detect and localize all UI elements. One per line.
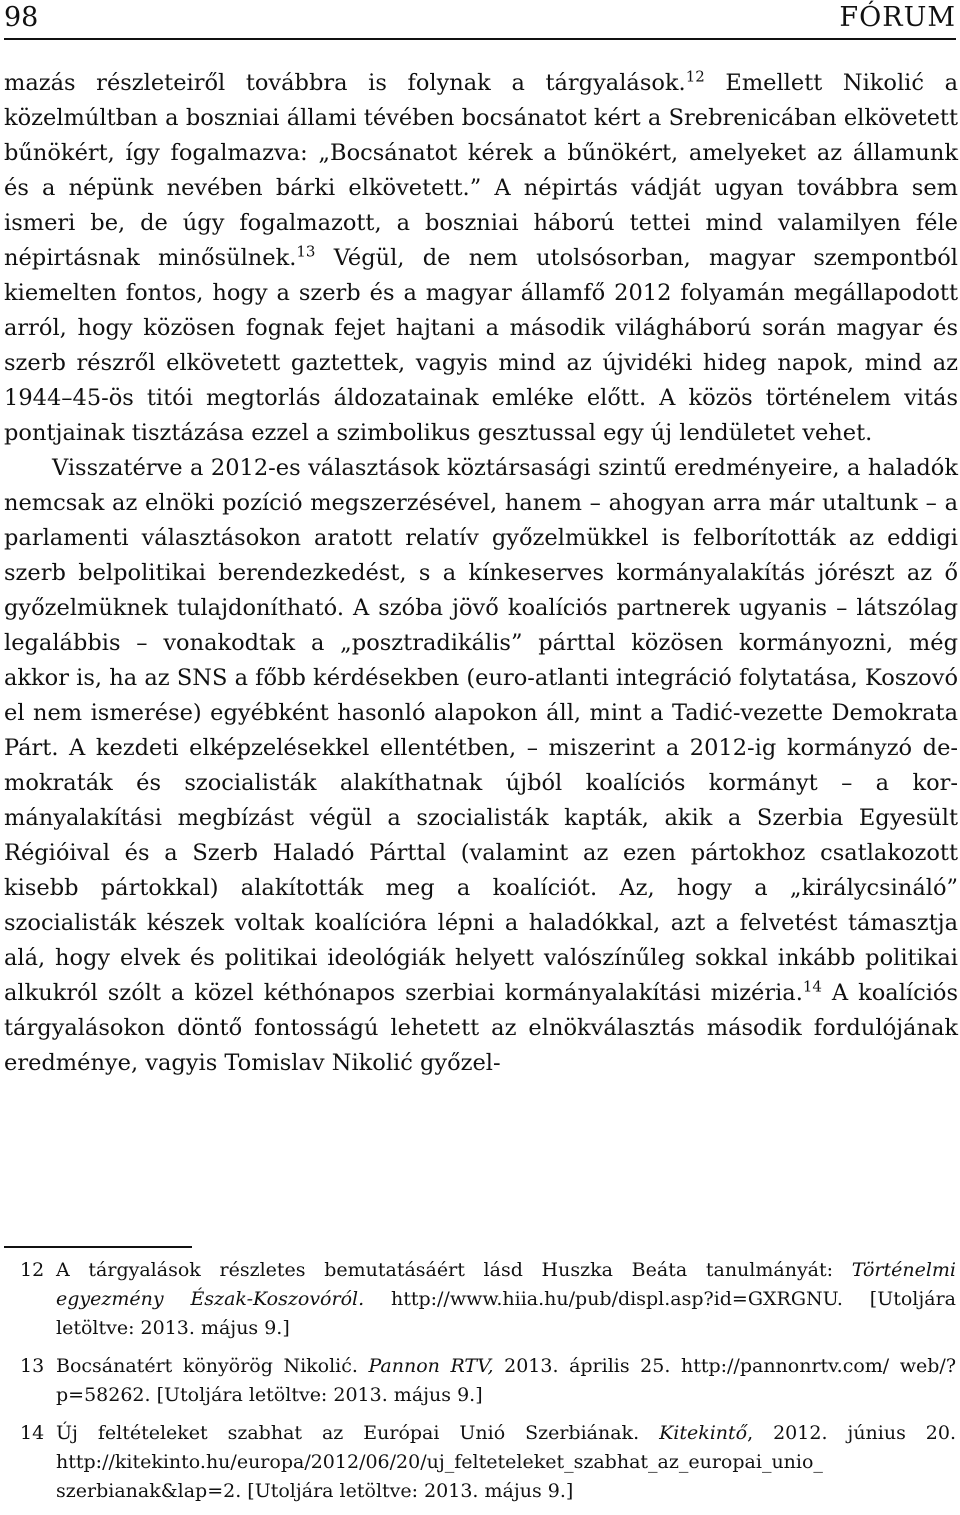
paragraph-2-text-b: A koalíciós tárgyalásokon döntő fontosságú lehetett az elnökválasztás második fordulójának eredménye, vagyis Tomislav Nikolić győzel- (4, 980, 958, 1076)
footnote-number: 12 (20, 1259, 45, 1281)
footnote-text-a: Új feltételeket szabhat az Európai Unió Szerbiának. (56, 1422, 660, 1444)
footnote-text-a: A tárgyalások részletes bemutatásáért lásd Huszka Beáta tanulmányát: (56, 1259, 852, 1281)
footnotes (4, 1256, 956, 1515)
paragraph-1-text-c: Végül, de nem utolsósorban, magyar szempontból kiemelten fontos, hogy a szerb és a magyar államfő 2012 folyamán megállapodott arról, hogy közösen fognak fejet hajtani a második világháború során magyar és szerb részről elkövetett gaztettek, vagyis mind az újvidéki hideg napok, mind az 1944–45-ös titói megtorlás áldozatainak emléke előtt. A közös történelem vitás pontjainak tisztázása ezzel a szimbolikus gesztussal egy új lendületet vehet. (4, 245, 958, 446)
paragraph-2 (4, 451, 958, 1081)
paragraph-1-text-b: Emellett Nikolić a közelmúltban a boszniai állami tévében bocsánatot kért a Srebrenicában elkövetett bűnökért, így fogalmazva: „Bocsánatot kérek a bűnökért, amelyeket az államunk és a népünk nevében bárki elkövetett.” A népirtás vádját ugyan továbbra sem ismeri be, de úgy fogalmazott, a boszniai háború tettei mind valamilyen féle népirtásnak minősülnek. (4, 70, 958, 271)
footnote-text-a: Bocsánatért könyörög Nikolić. (56, 1355, 369, 1377)
paragraph-1-text-a: mazás részleteiről továbbra is folynak a tárgyalások. (4, 70, 686, 96)
footnote-ref-13[interactable]: 13 (296, 242, 316, 261)
footnote-13 (4, 1352, 956, 1410)
footnote-14 (4, 1419, 956, 1506)
journal-title: FÓRUM (839, 2, 956, 33)
footnote-title: Történelmi egyezmény Észak-Koszovóról. (56, 1259, 956, 1310)
footnote-text-b: http://www.hiia.hu/pub/displ.asp?id=GXRGNU. [Utoljára letöltve: 2013. május 9.] (56, 1288, 956, 1339)
header-rule (4, 38, 956, 40)
footnote-text (56, 1256, 956, 1343)
footnote-separator (4, 1246, 192, 1248)
footnote-number: 14 (20, 1422, 45, 1444)
footnote-text-b: 2013. április 25. http://pannonrtv.com/ web/?p=58262. [Utoljára letöltve: 2013. május 9.] (56, 1355, 957, 1406)
page-number: 98 (4, 2, 39, 33)
footnote-ref-12[interactable]: 12 (685, 67, 705, 86)
body-text (4, 66, 958, 1081)
paragraph-2-text-a: Visszatérve a 2012-es választások köztársasági szintű eredményeire, a haladók nemcsak az elnöki pozíció megszerzésével, hanem – ahogyan arra már utaltunk – a parlamenti választásokon aratott relatív győzelmükkel is felborították az eddigi szerb belpolitikai berendezkedést, s a kínkeserves kormányalakítás jórészt az ő győzelmüknek tulajdonítható. A szóba jövő koalíciós partnerek ugyanis – látszólag legalábbis – vonakodtak a „posztradikális” párttal közösen kormányozni, még akkor is, ha az SNS a főbb kérdésekben (euro-atlanti integráció folytatása, Koszovó el nem ismerése) egyébként hasonló alapokon áll, mint a Tadić-vezette Demokrata Párt. A kezdeti elképzelésekkel ellentétben, – miszerint a 2012-ig kormányzó demokraták és szocialisták alakíthatnak újból koalíciós kormányt – a kormányalakítási megbízást végül a szocialisták kapták, akik a Szerbia Egyesült Régióival és a Szerb Haladó Párttal (valamint az ezen pártokhoz csatlakozott kisebb pártokkal) alakították meg a koalíciót. Az, hogy a „királycsináló” szocialisták készek voltak koalícióra lépni a haladókkal, azt a felvetést támasztja alá, hogy elvek és politikai ideológiák helyett valószínűleg sokkal inkább politikai alkukról szólt a közel kéthónapos szerbiai kormányalakítási mizéria. (4, 455, 958, 1006)
footnote-text (56, 1352, 956, 1410)
footnote-title: Kitekintő (659, 1422, 748, 1444)
running-header (4, 0, 956, 36)
footnote-ref-14[interactable]: 14 (802, 977, 822, 996)
footnote-12 (4, 1256, 956, 1343)
paragraph-1 (4, 66, 958, 451)
footnote-text (56, 1419, 956, 1506)
footnote-title: Pannon RTV, (368, 1355, 494, 1377)
footnote-text-b: , 2012. június 20. http://kitekinto.hu/europa/2012/06/20/uj_felteteleket_szabhat_az_europai_unio_ szerbianak&lap=2. [Utoljára letöltve: 2013. május 9.] (56, 1422, 957, 1502)
footnote-number: 13 (20, 1355, 45, 1377)
